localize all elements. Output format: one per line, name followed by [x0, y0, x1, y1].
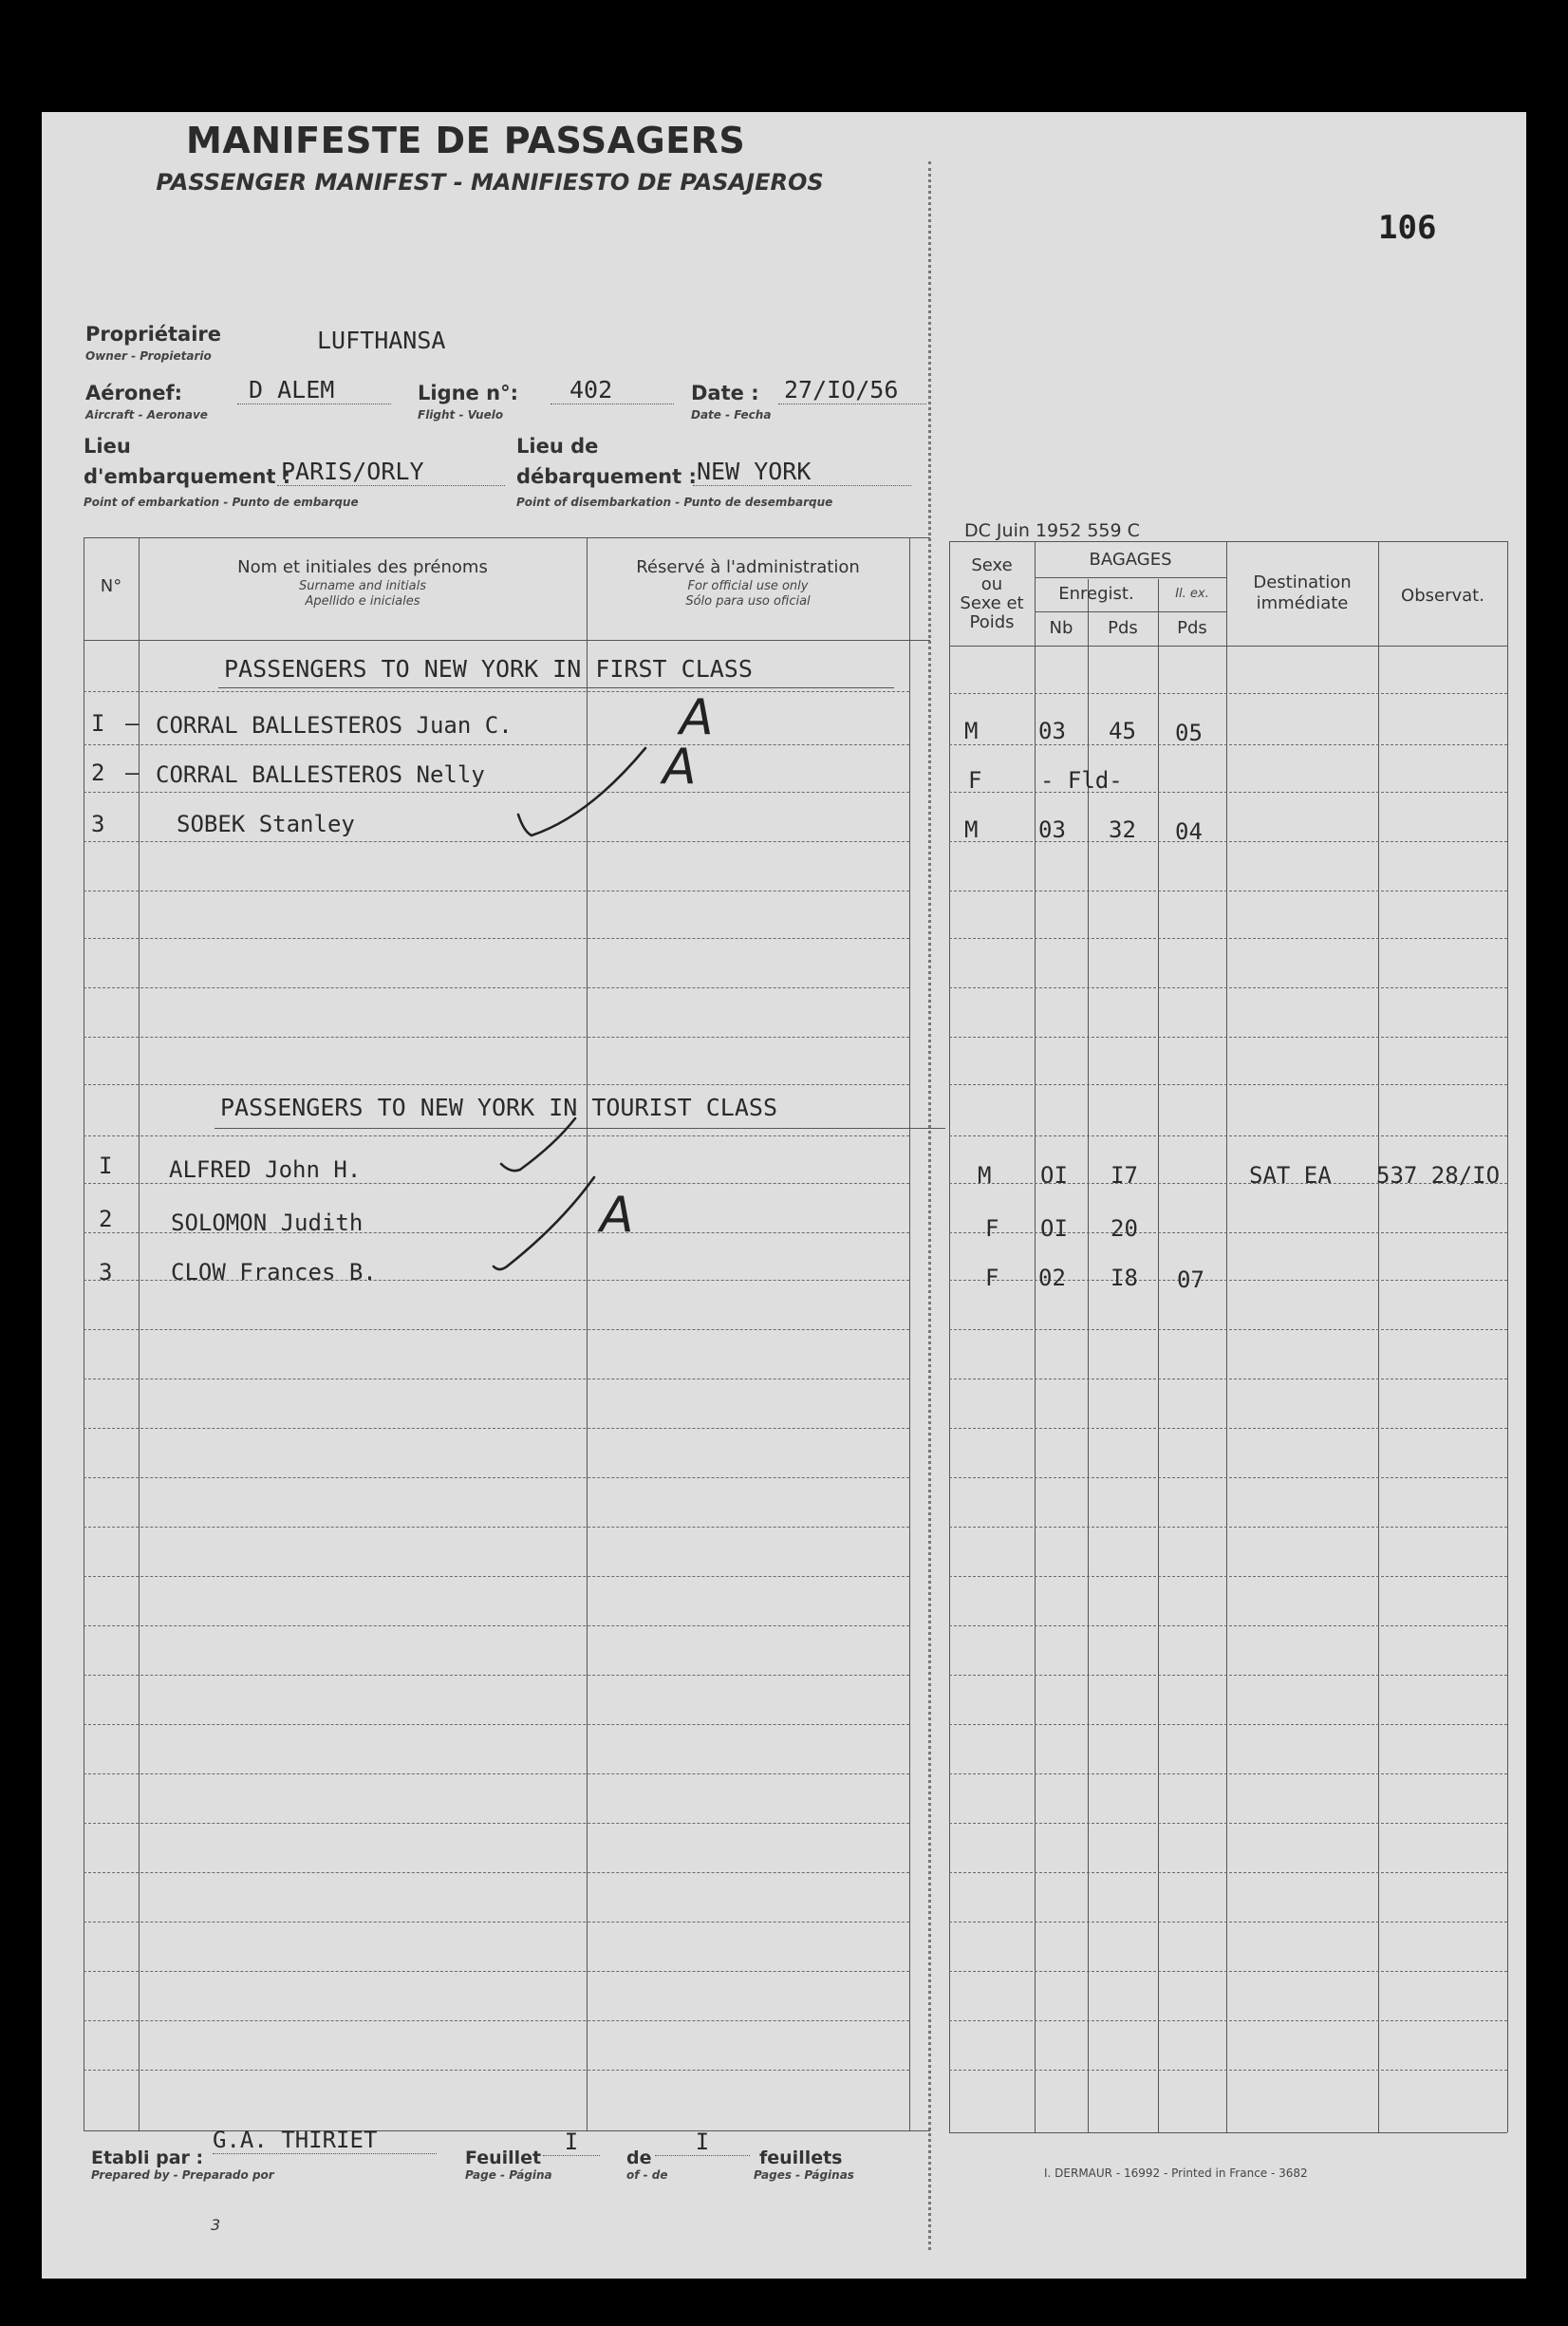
check-mark-icon [494, 1177, 594, 1269]
sheet-of-label: de [626, 2148, 652, 2168]
aircraft-label: Aéronef: [85, 382, 183, 404]
row-number: I [99, 1153, 113, 1179]
prepared-by-sublabel: Prepared by - Preparado por [91, 2168, 274, 2182]
row-number: 3 [91, 811, 105, 837]
baggage-nb-cell: OI [1040, 1215, 1068, 1242]
sheet-sublabel: Page - Página [465, 2168, 552, 2182]
header-destination-1: Destination [1253, 572, 1352, 592]
prepared-by-value: G.A. THIRIET [213, 2127, 437, 2154]
baggage-nb-cell: 03 [1038, 718, 1066, 744]
prepared-by-label: Etabli par : [91, 2148, 204, 2168]
sheet-total-label: feuillets [759, 2148, 843, 2168]
header-reserved-en: For official use only [687, 579, 809, 593]
passenger-name: SOLOMON Judith [171, 1210, 364, 1236]
header-name-es: Apellido e iniciales [305, 594, 420, 609]
disembarkation-sublabel: Point of disembarkation - Punto de desembarque [516, 496, 833, 509]
disembarkation-label-1: Lieu de [516, 435, 599, 458]
aircraft-sublabel: Aircraft - Aeronave [85, 408, 208, 422]
header-reserved: Réservé à l'administration [636, 557, 860, 577]
embarkation-label-1: Lieu [84, 435, 131, 458]
sheet-value: I [543, 2129, 600, 2156]
aircraft-value: D ALEM [237, 376, 391, 404]
excess-pds-cell: 05 [1175, 720, 1203, 746]
passenger-name: ALFRED John H. [169, 1156, 362, 1183]
excess-pds-cell: 04 [1175, 818, 1203, 845]
header-destination-2: immédiate [1256, 593, 1349, 613]
row-number: 2 [91, 760, 105, 786]
sheet-total-sublabel: Pages - Páginas [754, 2168, 854, 2182]
sex-cell: M [964, 718, 979, 744]
row-number: 2 [99, 1206, 113, 1232]
passenger-name: CLOW Frances B. [171, 1259, 377, 1285]
corner-mark: 3 [211, 2216, 221, 2234]
handwritten-mark: A [600, 1187, 634, 1244]
sex-cell: F [985, 1215, 999, 1242]
header-sex-2: ou [980, 574, 1003, 594]
header-registered: Enregist. [1058, 584, 1134, 604]
flight-label: Ligne n°: [418, 382, 518, 404]
sex-cell: M [978, 1162, 992, 1189]
sex-cell: F [985, 1265, 999, 1291]
header-pds: Pds [1108, 618, 1138, 638]
row-number: I [91, 710, 105, 737]
observations-cell: 537 28/IO [1376, 1162, 1501, 1189]
owner-sublabel: Owner - Propietario [85, 349, 212, 363]
header-observations: Observat. [1401, 586, 1484, 606]
header-sex-3: Sexe et [960, 593, 1024, 613]
form-title: MANIFESTE DE PASSAGERS [186, 120, 746, 161]
owner-value: LUFTHANSA [317, 327, 446, 354]
excess-pds-cell: 07 [1177, 1266, 1204, 1293]
date-value: 27/IO/56 [778, 376, 926, 404]
disembarkation-value: NEW YORK [693, 458, 911, 486]
destination-cell: SAT EA [1249, 1162, 1332, 1189]
embarkation-sublabel: Point of embarkation - Punto de embarque [84, 496, 359, 509]
header-baggage: BAGAGES [1089, 550, 1172, 570]
form-code: DC Juin 1952 559 C [964, 520, 1140, 541]
check-mark-icon [518, 748, 645, 835]
baggage-nb-cell: OI [1040, 1162, 1068, 1189]
embarkation-label-2: d'embarquement : [84, 465, 291, 488]
tourist-class-heading: PASSENGERS TO NEW YORK IN TOURIST CLASS [220, 1094, 777, 1121]
date-label: Date : [691, 382, 759, 404]
passenger-name: SOBEK Stanley [177, 811, 355, 837]
check-mark-icon [501, 1118, 575, 1171]
baggage-pds-cell: 45 [1109, 718, 1136, 744]
sex-cell: F [968, 767, 982, 794]
baggage-nb-cell: 03 [1038, 816, 1066, 843]
form-subtitle: PASSENGER MANIFEST - MANIFIESTO DE PASAJEROS [156, 169, 824, 196]
header-name-en: Surname and initials [299, 579, 426, 593]
baggage-nb-cell: 02 [1038, 1265, 1066, 1291]
baggage-pds-cell: 32 [1109, 816, 1136, 843]
handwritten-mark: A [680, 689, 714, 746]
page-number: 106 [1378, 209, 1437, 247]
baggage-nb-cell: - Fld- [1040, 767, 1123, 794]
sheet-total: I [655, 2129, 750, 2156]
owner-label: Propriétaire [85, 323, 222, 346]
sheet-label: Feuillet [465, 2148, 542, 2168]
embarkation-value: PARIS/ORLY [277, 458, 505, 486]
sex-cell: M [964, 816, 979, 843]
disembarkation-label-2: débarquement : [516, 465, 697, 488]
header-excess: Il. ex. [1175, 587, 1209, 601]
baggage-pds-cell: I7 [1111, 1162, 1138, 1189]
baggage-pds-cell: I8 [1111, 1265, 1138, 1291]
first-class-heading: PASSENGERS TO NEW YORK IN FIRST CLASS [224, 655, 753, 683]
handwritten-mark: A [663, 739, 697, 796]
flight-value: 402 [551, 376, 674, 404]
header-reserved-es: Sólo para uso oficial [685, 594, 811, 609]
header-no: N° [100, 576, 122, 596]
row-number: 3 [99, 1259, 113, 1285]
passenger-name: CORRAL BALLESTEROS Juan C. [156, 712, 513, 739]
header-pds-excess: Pds [1177, 618, 1207, 638]
baggage-pds-cell: 20 [1111, 1215, 1138, 1242]
header-nb: Nb [1049, 618, 1073, 638]
header-name: Nom et initiales des prénoms [237, 557, 488, 577]
date-sublabel: Date - Fecha [691, 408, 772, 422]
flight-sublabel: Flight - Vuelo [418, 408, 504, 422]
printer-imprint: I. DERMAUR - 16992 - Printed in France - 3682 [1044, 2167, 1308, 2180]
passenger-name: CORRAL BALLESTEROS Nelly [156, 761, 485, 788]
header-sex-4: Poids [969, 612, 1015, 632]
sheet-of-sublabel: of - de [626, 2168, 668, 2182]
header-sex-1: Sexe [971, 555, 1013, 575]
